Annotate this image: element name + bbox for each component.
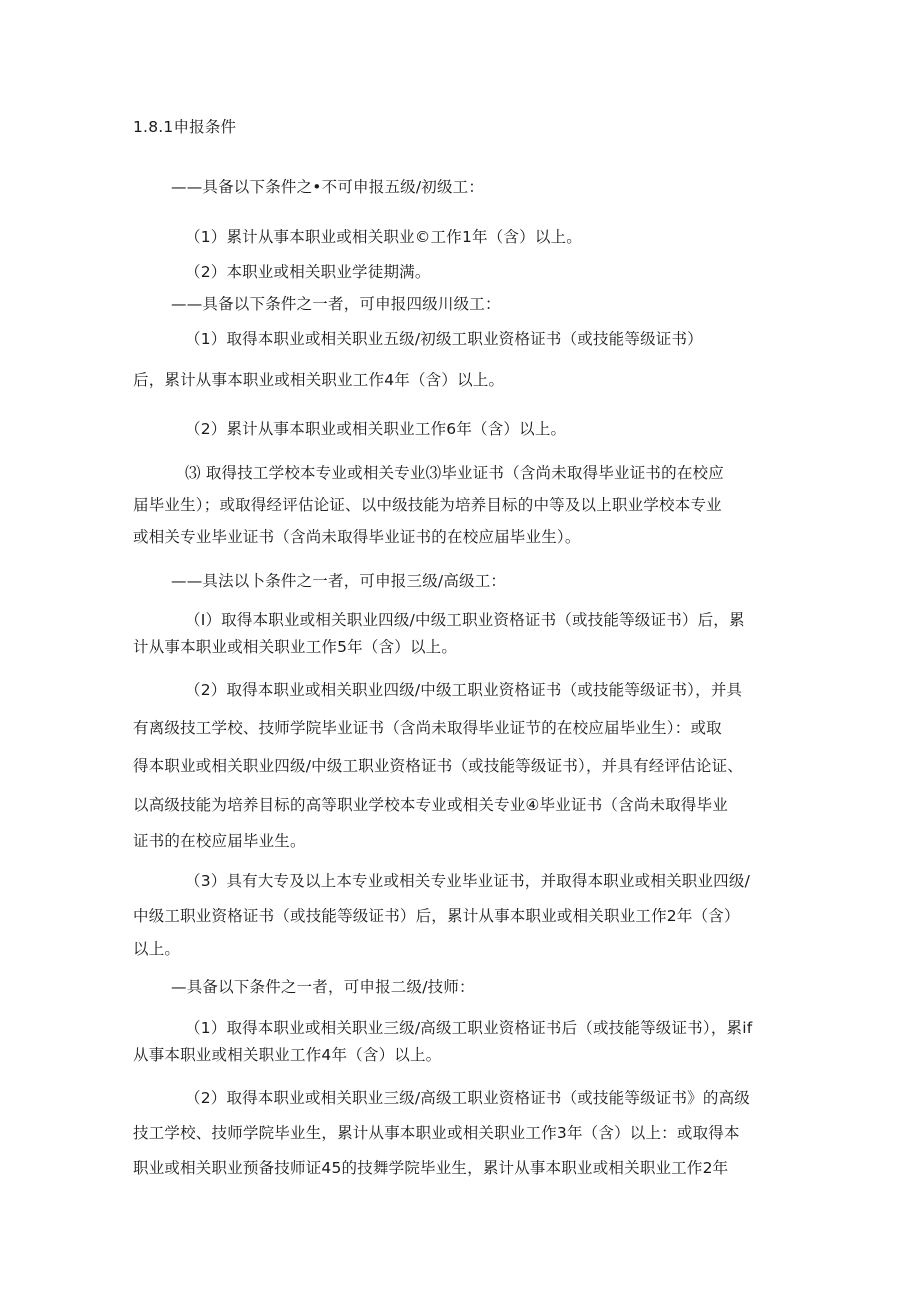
paragraph-line: （3）具有大专及以上本专业或相关专业毕业证书，并取得本职业或相关职业四级/ bbox=[185, 872, 750, 890]
paragraph-line: 以高级技能为培养目标的高等职业学校本专业或相关专业④毕业证书（含尚未取得毕业 bbox=[133, 796, 728, 814]
paragraph-line: 计从事本职业或相关职业工作5年（含）以上。 bbox=[133, 638, 458, 656]
paragraph-line: （1）取得本职业或相关职业五级/初级工职业资格证书（或技能等级证书） bbox=[185, 330, 703, 348]
paragraph-line: 以上。 bbox=[133, 940, 181, 958]
paragraph-line: （2）取得本职业或相关职业四级/中级工职业资格证书（或技能等级证书），并具 bbox=[185, 681, 743, 699]
paragraph-line: —具备以下条件之一者，可申报二级/技师： bbox=[171, 978, 475, 996]
paragraph-line: 从事本职业或相关职业工作4年（含）以上。 bbox=[133, 1046, 442, 1064]
paragraph-line: 届毕业生）；或取得经评估论证、以中级技能为培养目标的中等及以上职业学校本专业 bbox=[133, 496, 722, 514]
paragraph-line: 有离级技工学校、技师学院毕业证书（含尚未取得毕业证节的在校应届毕业生）：或取 bbox=[133, 719, 722, 737]
paragraph-line: ⑶ 取得技工学校本专业或相关专业⑶毕业证书（含尚未取得毕业证书的在校应 bbox=[185, 464, 724, 482]
paragraph-line: 中级工职业资格证书（或技能等级证书）后，累计从事本职业或相关职业工作2年（含） bbox=[133, 907, 740, 925]
paragraph-line: （2）累计从事本职业或相关职业工作6年（含）以上。 bbox=[185, 420, 567, 438]
paragraph-line: 职业或相关职业预备技师证45的技舞学院毕业生，累计从事本职业或相关职业工作2年 bbox=[133, 1159, 729, 1177]
paragraph-line: （1）取得本职业或相关职业三级/高级工职业资格证书后（或技能等级证书），累if bbox=[185, 1019, 753, 1037]
paragraph-line: 或相关专业毕业证书（含尚未取得毕业证书的在校应届毕业生）。 bbox=[133, 528, 581, 546]
paragraph-line: ——具备以下条件之•不可申报五级/初级工： bbox=[171, 178, 485, 196]
paragraph-line: 证书的在校应届毕业生。 bbox=[133, 832, 306, 850]
paragraph-line: （2）取得本职业或相关职业三级/高级工职业资格证书（或技能等级证书》的高级 bbox=[185, 1089, 750, 1107]
paragraph-line: 后，累计从事本职业或相关职业工作4年（含）以上。 bbox=[133, 371, 505, 389]
paragraph-line: （I）取得本职业或相关职业四级/中级工职业资格证书（或技能等级证书）后，累 bbox=[185, 611, 745, 629]
paragraph-line: （2）本职业或相关职业学徒期满。 bbox=[185, 263, 431, 281]
section-heading: 1.8.1申报条件 bbox=[133, 118, 237, 136]
paragraph-line: ——具备以下条件之一者，可申报四级川级工： bbox=[171, 295, 501, 313]
paragraph-line: 技工学校、技师学院毕业生，累计从事本职业或相关职业工作3年（含）以上：或取得本 bbox=[133, 1124, 740, 1142]
paragraph-line: 得本职业或相关职业四级/中级工职业资格证书（或技能等级证书），并具有经评估论证、 bbox=[133, 757, 743, 775]
paragraph-line: ——具法以卜条件之一者，可申报三级/高级工： bbox=[171, 572, 507, 590]
paragraph-line: （1）累计从事本职业或相关职业©工作1年（含）以上。 bbox=[185, 228, 582, 246]
